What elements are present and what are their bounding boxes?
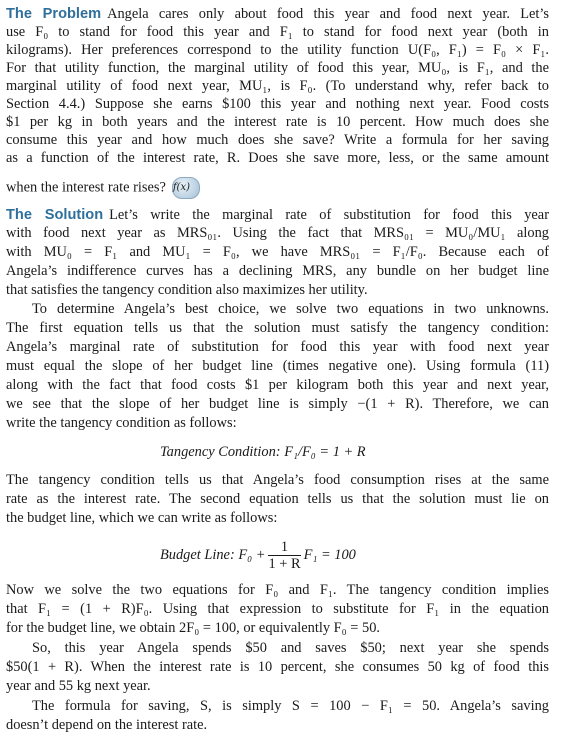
- para2-line-6: we see that the slope of her budget line is simply −(1 + R). Therefore, we can: [6, 396, 549, 412]
- budget-equation: [160, 539, 356, 572]
- tangency-expression: F₁/F₀ = 1 + R: [284, 444, 366, 460]
- para5-line-3: year and 55 kg next year.: [6, 678, 151, 694]
- para6-line-1: The formula for saving, S, is simply S = 100 − F₁ = 50. Angela’s saving: [32, 698, 549, 714]
- para3-line-2: rate as the interest rate. The second equation tells us that the solution must lie on: [6, 491, 549, 507]
- solution-heading: The Solution: [6, 207, 104, 223]
- solution-line-3: with MU₀ = F₁ and MU₁ = F₀, we have MRS₀₁ = F₁/F₀. Because each of: [6, 244, 549, 260]
- problem-line-2: use F₀ to stand for food this year and F₁ to stand for food next year (both in: [6, 24, 549, 40]
- tangency-equation: [160, 443, 366, 461]
- solution-line-1: [6, 206, 549, 224]
- para3-line-1: The tangency condition tells us that Angela’s food consumption rises at the same: [6, 472, 549, 488]
- problem-line-7: $1 per kg in both years and the interest rate is 10 percent. How much does she: [6, 114, 549, 130]
- budget-label: Budget Line:: [160, 546, 235, 563]
- function-icon[interactable]: f(x): [172, 177, 200, 199]
- problem-line-8: consume this year and how much does she save? Write a formula for her saving: [6, 132, 549, 148]
- para2-line-4: must equal the slope of her budget line (times negative one). Using formula (11): [6, 358, 549, 374]
- solution-line-5: that satisfies the tangency condition also maximizes her utility.: [6, 282, 368, 298]
- para4-line-1: Now we solve the two equations for F₀ and F₁. The tangency condition implies: [6, 582, 549, 598]
- para4-line-2: that F₁ = (1 + R)F₀. Using that expression to substitute for F₁ in the equation: [6, 601, 549, 617]
- fraction-denominator: 1 + R: [268, 556, 301, 572]
- tangency-label: Tangency Condition:: [160, 444, 281, 460]
- problem-line-3: kilograms). Her preferences correspond to the utility function U(F₀, F₁) = F₀ × F₁.: [6, 42, 549, 58]
- problem-text: Angela cares only about food this year and food next year. Let’s: [107, 6, 549, 22]
- para2-line-7: write the tangency condition as follows:: [6, 415, 237, 431]
- solution-line-2: with food next year as MRS₀₁. Using the fact that MRS₀₁ = MU₀/MU₁ along: [6, 225, 549, 241]
- problem-line-6: Section 4.4.) Suppose she earns $100 this year and nothing next year. Food costs: [6, 96, 549, 112]
- solution-line-4: Angela’s indifference curves has a declining MRS, any bundle on her budget line: [6, 263, 549, 279]
- para5-line-1: So, this year Angela spends $50 and saves $50; next year she spends: [32, 640, 549, 656]
- problem-last-text: when the interest rate rises?: [6, 179, 166, 196]
- problem-line-1: [6, 5, 549, 23]
- budget-rhs: F₁ = 100: [303, 546, 356, 563]
- para6-line-2: doesn’t depend on the interest rate.: [6, 717, 208, 733]
- para5-line-2: $50(1 + R). When the interest rate is 10 percent, she consumes 50 kg of food this: [6, 659, 549, 675]
- para3-line-3: the budget line, which we can write as follows:: [6, 510, 278, 526]
- budget-lhs: F₀ +: [238, 546, 266, 563]
- para2-line-2: The first equation tells us that the solution must satisfy the tangency condition:: [6, 320, 549, 336]
- problem-line-10: [6, 177, 549, 199]
- para4-line-3: for the budget line, we obtain 2F₀ = 100, or equivalently F₀ = 50.: [6, 620, 380, 636]
- budget-fraction: [268, 539, 300, 572]
- fraction-numerator: 1: [268, 539, 300, 556]
- problem-line-4: For that utility function, the marginal utility of food this year, MU₀, is F₁, and the: [6, 60, 549, 76]
- problem-line-5: marginal utility of food next year, MU₁, is F₀. (To understand why, refer back to: [6, 78, 549, 94]
- problem-line-9: as a function of the interest rate, R. Does she save more, less, or the same amount: [6, 150, 549, 166]
- solution-text: Let’s write the marginal rate of substitution for food this year: [109, 207, 549, 223]
- para2-line-3: Angela’s marginal rate of substitution for food this year with food next year: [6, 339, 549, 355]
- problem-heading: The Problem: [6, 6, 102, 22]
- para2-line-1: To determine Angela’s best choice, we solve two equations in two unknowns.: [32, 301, 549, 317]
- para2-line-5: along with the fact that food costs $1 per kilogram both this year and next year,: [6, 377, 549, 393]
